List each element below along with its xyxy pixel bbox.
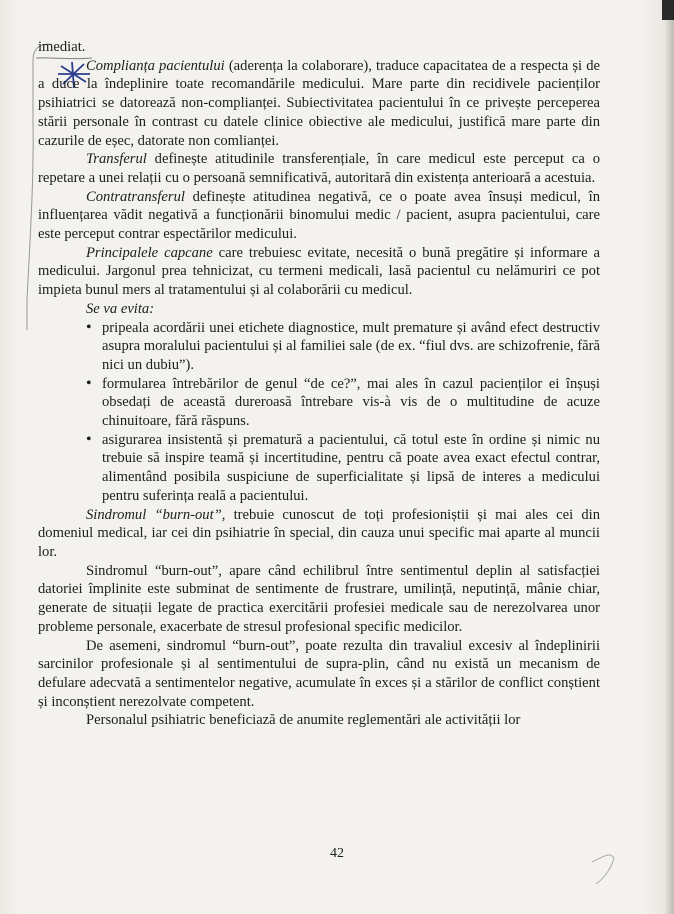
term-transfer: Transferul: [86, 151, 147, 168]
text-countertransfer: definește atitudinea negativă, ce o poate avea însuși medicul, în influențarea vădit negativă a funcționării binomului medic / pacient, asupra pacientului, care este perceput contrar espectărilor medicului.: [38, 188, 600, 243]
list-item: • formularea întrebărilor de genul “de ce?”, mai ales în cazul pacienților ei înșuși obsedați de această dureroasă întrebare vis-à vis de o multitudine de acuze chinuitoare, fără răspuns.: [38, 375, 600, 431]
scan-corner-mark: [662, 0, 674, 20]
page-edge-shadow: [664, 0, 674, 914]
term-countertransfer: Contratransferul: [86, 188, 185, 205]
text-pitfalls: care trebuiesc evitate, necesită o bună pregătire și informare a medicului. Jargonul prea tehnicizat, cu termeni medicali, lasă pacientul cu nelămuriri ce pot impieta bunul mers al tratamentului și al colaborării cu medicul.: [38, 244, 600, 299]
paragraph-compliance: [38, 57, 600, 151]
list-item: • pripeala acordării unei etichete diagnostice, mult premature și având efect destructiv asupra moralului pacientului și al familiei sale (de ex. “fiul dvs. are schizofrenie, fără nici un dubiu”).: [38, 319, 600, 375]
avoid-list: [38, 319, 600, 506]
text-burnout-intro: , trebuie cunoscut de toți profesioniștii și mai ales cei din domeniul medical, iar cei din psihiatrie în special, din cauza unui specific mai aparte al muncii lor.: [38, 506, 600, 560]
term-pitfalls: Principalele capcane: [86, 244, 213, 261]
list-item: • asigurarea insistentă și prematură a pacientului, că totul este în ordine și nimic nu trebuie să inspire teamă și incertitudine, pentru că poate avea exact efectul contrar, alimentând posibila suspiciune de superficialitate și lipsă de interes a medicului pentru suferința reală a pacientului.: [38, 431, 600, 506]
paragraph-transfer: [38, 150, 600, 187]
list-heading: Se va evita:: [86, 300, 155, 317]
page-number: 42: [330, 846, 344, 861]
term-compliance: Complianța pacientului: [86, 57, 225, 74]
paragraph-pitfalls: [38, 244, 600, 300]
paragraph-burnout-intro: [38, 506, 600, 562]
paragraph-staff: Personalul psihiatric beneficiază de anumite reglementări ale activității lor: [86, 712, 521, 729]
paragraph-burnout-causes: De asemeni, sindromul “burn-out”, poate rezulta din travaliul excesiv al îndeplinirii sarcinilor profesionale și al sentimentului de supra-plin, când nu există un mecanism de defulare adecvată a sentimentelor negative, acumulate în exces și a stărilor de conflict conștient și inconștient nerezolvate competent.: [38, 637, 600, 710]
page-text: [38, 38, 600, 730]
paragraph-intro: imediat.: [38, 39, 86, 55]
text-transfer: definește atitudinile transferențiale, în care medicul este perceput ca o repetare a unei relații cu o persoană semnificativă, autoritară din existența anterioară a acestuia.: [38, 151, 600, 186]
paragraph-burnout-definition: Sindromul “burn-out”, apare când echilibrul între sentimentul deplin al satisfacției datoriei împlinite este subminat de sentimente de frustrare, umilință, neputință, mânie chiar, generate de situații legate de practica exercitării profesiei medicale sau de nerezolvarea unor probleme personale, exacerbate de stresul profesional specific medicilor.: [38, 562, 600, 635]
paragraph-countertransfer: [38, 188, 600, 244]
term-burnout: Sindromul “burn-out”: [86, 506, 222, 523]
text-compliance: (aderența la colaborare), traduce capacitatea de a respecta și de a duce la îndeplinire toate recomandările medicului. Mare parte din recidivele pacienților psihiatrici se datorează non-complianței. Subiectivitatea pacientului în ce privește perceperea stării personale în contrast cu datele clinice obiective ale medicului, justifică mare parte din cazurile de eșec, datorate non comlianței.: [38, 57, 600, 149]
